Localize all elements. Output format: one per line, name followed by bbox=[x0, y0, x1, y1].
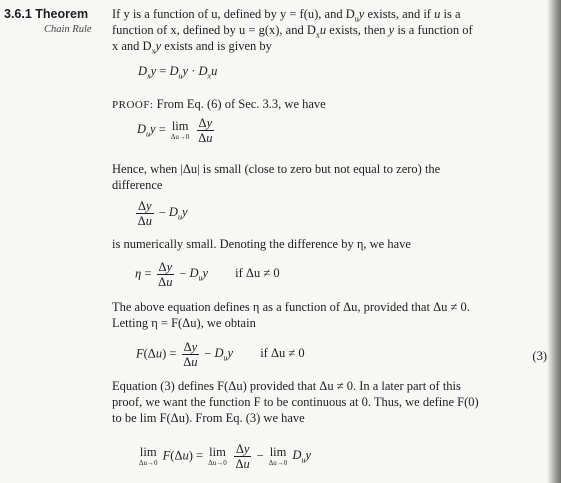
numerically-small-text: is numerically small. Denoting the difference by η, we have bbox=[112, 237, 411, 251]
theorem-number: 3.6.1 Theorem bbox=[4, 7, 89, 21]
equation-3: F(Δu) = $\frac{\Delta y}{\Delta u}$ − $D_uy$ if Δu ≠ 0 bbox=[136, 340, 305, 369]
hence-line-2: difference bbox=[112, 178, 163, 192]
eq3-line-3: to be lim F(Δu). From Eq. (3) we have bbox=[112, 411, 305, 425]
theorem-line-2: function of x, defined by u = g(x), and $D_xu$ exists, then y is a function of bbox=[112, 23, 473, 40]
scan-shadow-edge bbox=[547, 0, 561, 483]
derivative-limit-equation: $D_uy$ = lim Δu→0 $\frac{\Delta y}{\Delta u}$ bbox=[137, 116, 213, 145]
eta-condition: if Δu ≠ 0 bbox=[235, 266, 280, 281]
theorem-name: Chain Rule bbox=[44, 24, 92, 35]
eq3-line-1: Equation (3) defines F(Δu) provided that Δu ≠ 0. In a later part of this bbox=[112, 379, 461, 393]
hence-line-1: Hence, when |Δu| is small (close to zero but not equal to zero) the bbox=[112, 162, 441, 176]
proof-label: PROOF: bbox=[112, 99, 154, 111]
defines-line-1: The above equation defines η as a function of Δu, provided that Δu ≠ 0. bbox=[112, 300, 470, 314]
equation-number: (3) bbox=[532, 349, 547, 363]
theorem-line-3: x and $D_xy$ exists and is given by bbox=[112, 39, 272, 56]
defines-line-2: Letting η = F(Δu), we obtain bbox=[112, 316, 256, 330]
proof-intro: PROOF: From Eq. (6) of Sec. 3.3, we have bbox=[112, 97, 326, 111]
eta-equation: η = $\frac{\Delta y}{\Delta u}$ − $D_uy$ if Δu ≠ 0 bbox=[135, 260, 280, 289]
limit-equation: lim Δu→0 F(Δu) = lim Δu→0 $\frac{\Delta y}{\Delta u}$ − lim Δu→0 $D_uy$ bbox=[139, 442, 311, 471]
chain-rule-equation: $D_xy = D_uy \cdot D_xu$ bbox=[138, 64, 218, 81]
equation-3-condition: if Δu ≠ 0 bbox=[260, 346, 305, 361]
eq3-line-2: proof, we want the function F to be continuous at 0. Thus, we define F(0) bbox=[112, 395, 479, 409]
difference-expression: $\frac{\Delta y}{\Delta u}$ − $D_uy$ bbox=[137, 199, 188, 228]
theorem-line-1: If y is a function of u, defined by y = f(u), and $D_uy$ exists, and if u is a bbox=[112, 7, 461, 24]
